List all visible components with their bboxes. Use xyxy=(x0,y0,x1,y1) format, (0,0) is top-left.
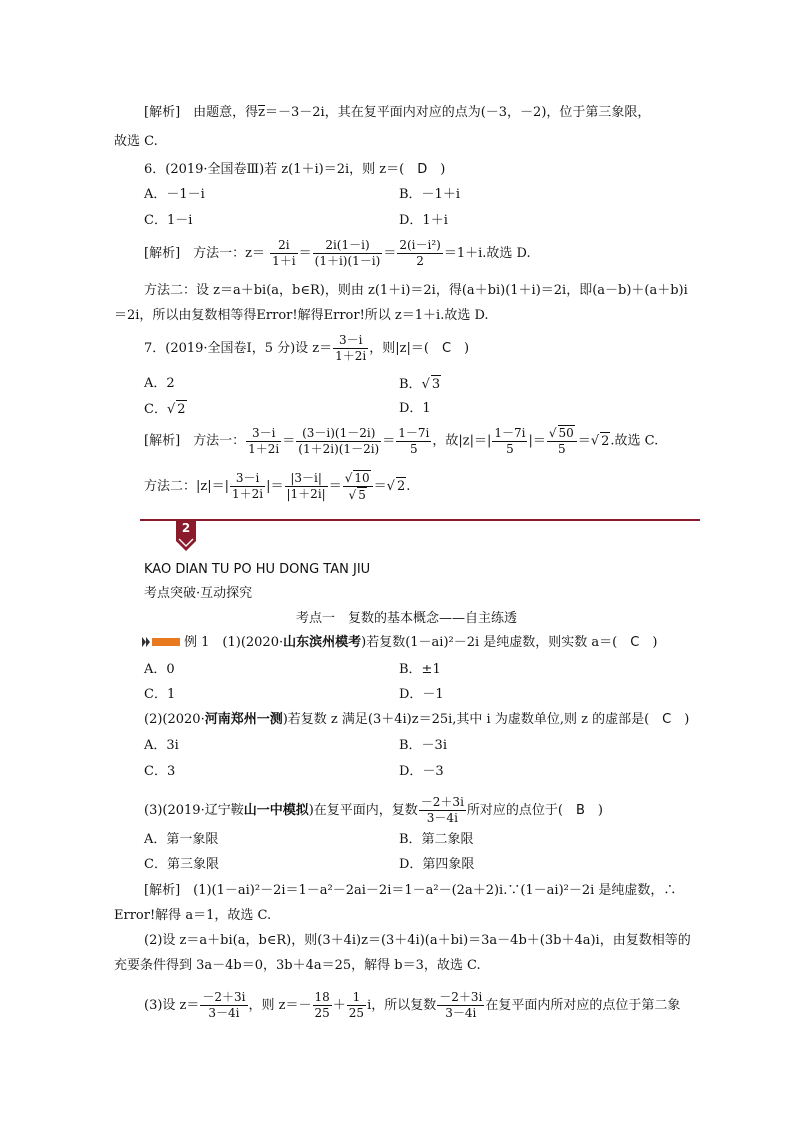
answer-letter: C xyxy=(662,712,672,727)
section-divider xyxy=(140,519,700,521)
option-c: C．第三象限 xyxy=(144,857,219,872)
fraction: $\frac{√ 50}{5}$ xyxy=(547,425,577,457)
solution-line: [解析] 方法一：z＝ $\frac{2i}{1+i}$ ＝ $\frac{2i(1-i)}{(1+i)(1-i)}$ ＝ $\frac{\text{2(i－i²)}}{2}$ ＝1＋i.故选 D. xyxy=(144,238,531,268)
example-1-question-1: 例 1 (1)(2020·山东滨州模考)若复数(1－ai)²－2i 是纯虚数，则实数 a＝( C ) xyxy=(184,635,658,650)
section-number: 2 xyxy=(181,521,191,535)
option-b: B．√ 3 xyxy=(399,377,441,392)
fraction: $\frac{-2+3i}{3-4i}$ xyxy=(420,795,464,825)
option-a: A．－1－i xyxy=(144,187,205,202)
fraction: $\frac{3-i}{1+2i}$ xyxy=(248,425,280,456)
sqrt: 3 xyxy=(431,377,441,392)
answer-letter: C xyxy=(441,341,452,356)
option-b: B．－3i xyxy=(399,738,447,753)
fraction: $\frac{2i(1-i)}{(1+i)(1-i)}$ xyxy=(314,238,381,268)
question-6: 6．(2019·全国卷Ⅲ)若 z(1＋i)＝2i，则 z＝( D ) xyxy=(144,162,446,177)
question-7: 7．(2019·全国卷Ⅰ，5 分)设 z＝ $\frac{3-i}{1+2i}$ ，则|z|＝( C ) xyxy=(144,333,470,363)
solution-line: [解析] 方法一： $\frac{3-i}{1+2i}$ ＝ $\frac{(3-i)(1-2i)}{(1+2i)(1-2i)}$ ＝ $\frac{1-7i}{5}$ ，故|z|＝| $\frac{1-7i}{5}$ |＝ $\frac{√ 50}{5}$ ＝√ 2.故选 C. xyxy=(144,425,659,456)
fraction: $\frac{1-7i}{5}$ xyxy=(494,425,526,456)
option-d: D．1＋i xyxy=(399,213,448,228)
answer-letter: C xyxy=(630,635,640,650)
option-a: A．0 xyxy=(144,662,175,677)
solution-line: 方法二：|z|＝| $\frac{3-i}{1+2i}$ |＝ $\frac{|3-i|}{|1+2i|}$ ＝ $\frac{√ 10}{√ 5}$ ＝√ 2. xyxy=(144,471,411,502)
example-marker-icon xyxy=(142,637,182,647)
solution-line: [解析] (1)(1－ai)²－2i＝1－a²－2ai－2i＝1－a²－(2a＋2)i.∵(1－ai)²－2i 是纯虚数，∴ xyxy=(144,883,677,898)
section-title: 考点突破·互动探究 xyxy=(144,586,253,601)
text-line: Error!解得 a＝1，故选 C. xyxy=(114,908,272,923)
answer-letter: D xyxy=(417,162,428,177)
option-a: A．2 xyxy=(144,376,175,391)
fraction: $\frac{3-i}{1+2i}$ xyxy=(232,471,264,501)
solution-line: (3)设 z＝ $\frac{-2+3i}{3-4i}$ ，则 z＝－ $\frac{18}{25}$ ＋ $\frac{1}{25}$ i，所以复数 $\frac{-2+3i}{3-4i}$ 在复平面内所对应的点位于第二象 xyxy=(144,990,681,1020)
topic-title: 考点一 复数的基本概念——自主练透 xyxy=(296,611,518,626)
fraction: $\frac{18}{25}$ xyxy=(314,990,330,1020)
text-line: ＝2i，所以由复数相等得Error!解得Error!所以 z＝1＋i.故选 D. xyxy=(114,308,489,323)
fraction: $\frac{√ 10}{√ 5}$ xyxy=(343,470,373,503)
option-d: D．－3 xyxy=(399,764,444,779)
text-line: (2)设 z＝a＋bi(a，b∈R)，则(3＋4i)z＝(3＋4i)(a＋bi)＝3a－4b＋(3b＋4a)i，由复数相等的 xyxy=(144,933,691,948)
option-c: C．√ 2 xyxy=(144,402,186,417)
fraction: $\frac{-2+3i}{3-4i}$ xyxy=(439,990,483,1020)
fraction: $\frac{\text{2(i－i²)}}{2}$ xyxy=(399,238,441,268)
option-c: C．1 xyxy=(144,687,176,702)
option-d: D．1 xyxy=(399,401,431,416)
sqrt: 2 xyxy=(177,402,186,417)
section-pinyin: KAO DIAN TU PO HU DONG TAN JIU xyxy=(144,562,371,577)
example-1-question-2: (2)(2020·河南郑州一测)若复数 z 满足(3＋4i)z＝25i,其中 i 为虚数单位,则 z 的虚部是( C ) xyxy=(144,712,690,727)
fraction: $\frac{1-7i}{5}$ xyxy=(398,425,430,456)
text-line: 故选 C. xyxy=(114,134,158,149)
option-c: C．3 xyxy=(144,764,176,779)
option-a: A．第一象限 xyxy=(144,832,219,847)
fraction: $\frac{1}{25}$ xyxy=(348,990,365,1020)
text-line: 方法二：设 z＝a＋bi(a，b∈R)，则由 z(1＋i)＝2i，得(a＋bi)(1＋i)＝2i，即(a－b)＋(a＋b)i xyxy=(144,283,688,298)
example-1-question-3: (3)(2019·辽宁鞍山一中模拟)在复平面内，复数 $\frac{-2+3i}{3-4i}$ 所对应的点位于( B ) xyxy=(144,795,603,825)
option-b: B．－1＋i xyxy=(399,187,460,202)
option-c: C．1－i xyxy=(144,213,193,228)
option-b: B．±1 xyxy=(399,662,441,677)
fraction: $\frac{(3-i)(1-2i)}{(1+2i)(1-2i)}$ xyxy=(298,425,380,456)
fraction: $\frac{-2+3i}{3-4i}$ xyxy=(202,990,246,1020)
text-line: 充要条件得到 3a－4b＝0，3b＋4a＝25，解得 b＝3，故选 C. xyxy=(114,958,481,973)
fraction: $\frac{|3-i|}{|1+2i|}$ xyxy=(286,471,326,501)
option-d: D．第四象限 xyxy=(399,857,475,872)
fraction: $\frac{3-i}{1+2i}$ xyxy=(335,333,367,363)
option-d: D．－1 xyxy=(399,687,444,702)
conjugate-z: z xyxy=(258,105,266,120)
solution-label: [解析] 由题意，得 xyxy=(144,105,259,120)
answer-letter: B xyxy=(575,803,585,818)
option-b: B．第二象限 xyxy=(399,832,474,847)
option-a: A．3i xyxy=(144,738,179,753)
solution-line: [解析] 由题意，得z＝－3－2i，其在复平面内对应的点为(－3，－2)，位于第三象限， xyxy=(144,105,651,120)
fraction: $\frac{2i}{1+i}$ xyxy=(272,238,296,268)
